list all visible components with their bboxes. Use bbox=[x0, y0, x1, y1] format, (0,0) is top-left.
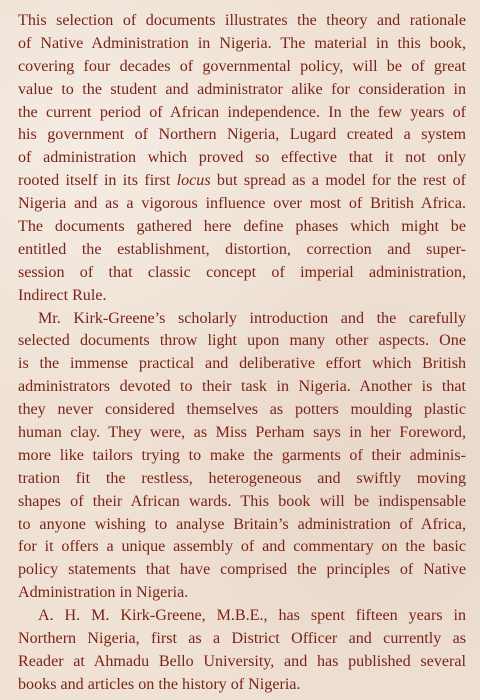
paragraph-about-author bbox=[18, 605, 466, 697]
text-line: the current period of African independence. In the few years of bbox=[18, 103, 466, 121]
text-line: Nigeria and as a vigorous influence over most of British Africa. bbox=[18, 195, 466, 213]
text-line: to anyone wishing to analyse Britain’s administration of Africa, bbox=[18, 515, 466, 533]
text-line: is the immense practical and deliberative effort which British bbox=[18, 355, 466, 373]
text-line: Reader at Ahmadu Bello University, and has published several bbox=[18, 652, 466, 670]
text-line: for it offers a unique assembly of and commentary on the basic bbox=[18, 538, 466, 556]
text-line: Mr. Kirk-Greene’s scholarly introduction and the carefully bbox=[38, 309, 466, 327]
italic-word: locus bbox=[176, 172, 211, 190]
text-line: covering four decades of governmental policy, will be of great bbox=[18, 57, 466, 75]
paragraph-about-book bbox=[18, 10, 466, 308]
text-line: they never considered themselves as potters moulding plastic bbox=[18, 401, 466, 419]
text-line: tration fit the restless, heterogeneous and swiftly moving bbox=[18, 469, 466, 487]
text-line: Administration in Nigeria. bbox=[18, 584, 189, 602]
text-line: value to the student and administrator alike for consideration in bbox=[18, 80, 466, 98]
text-line: The documents gathered here define phases which might be bbox=[18, 218, 466, 236]
text-line: session of that classic concept of imperial administration, bbox=[18, 263, 466, 281]
text-line: shapes of their African wards. This book will be indispensable bbox=[18, 492, 466, 510]
text-line: of Native Administration in Nigeria. The material in this book, bbox=[18, 34, 466, 52]
text-line: This selection of documents illustrates the theory and rationale bbox=[18, 12, 466, 29]
paragraph-about-contents bbox=[18, 308, 466, 606]
text-line: Indirect Rule. bbox=[18, 286, 107, 304]
text-line: selected documents throw light upon many other aspects. One bbox=[18, 332, 466, 350]
text-line: A. H. M. Kirk-Greene, M.B.E., has spent fifteen years in bbox=[38, 607, 466, 625]
text-line: administrators devoted to their task in Nigeria. Another is that bbox=[18, 378, 466, 396]
text-fragment: but spread as a model for the rest of bbox=[210, 172, 467, 190]
text-line: policy statements that have comprised the principles of Native bbox=[18, 561, 466, 579]
text-line: human clay. They were, as Miss Perham says in her Foreword, bbox=[18, 424, 466, 442]
text-line: more like tailors trying to make the garments of their adminis- bbox=[18, 446, 466, 464]
text-line: of administration which proved so effective that it not only bbox=[18, 149, 466, 167]
text-line-with-italic bbox=[18, 170, 466, 193]
text-line: Northern Nigeria, first as a District Officer and currently as bbox=[18, 630, 466, 648]
text-line: his government of Northern Nigeria, Lugard created a system bbox=[18, 126, 466, 144]
text-line: books and articles on the history of Nigeria. bbox=[18, 675, 301, 693]
text-line: entitled the establishment, distortion, correction and super- bbox=[18, 240, 466, 258]
text-fragment: rooted itself in its first bbox=[18, 172, 177, 190]
